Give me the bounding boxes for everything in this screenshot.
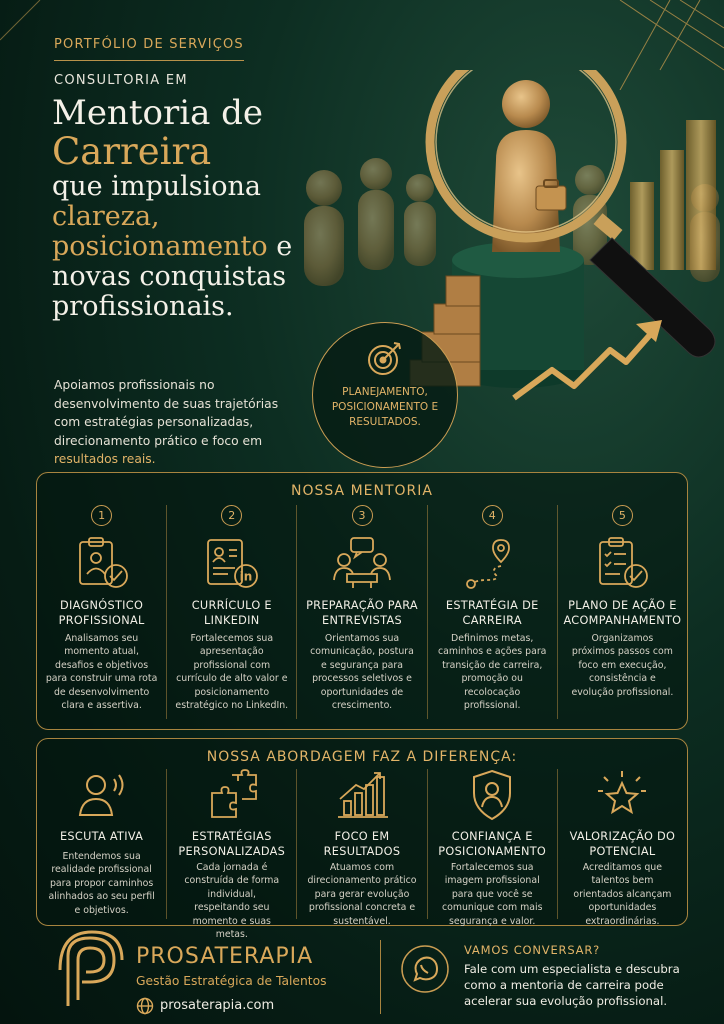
item-desc: Acreditamos que talentos bem orientados alcançam oportunidades extraordinárias. [573, 862, 672, 927]
brand-name: PROSATERAPIA [136, 944, 314, 969]
cta-text: Fale com um especialista e descubra como a mentoria de carreira pode acelerar sua evolução profissional. [464, 962, 680, 1008]
mentoria-title: NOSSA MENTORIA [291, 483, 433, 499]
step-number: 3 [352, 505, 373, 526]
item-desc: Fortalecemos sua apresentação profissional com currículo de alto valor e posicionamento estratégico no LinkedIn. [175, 633, 289, 712]
interview-icon [331, 534, 393, 592]
mentoria-item-curriculo [166, 505, 296, 719]
abordagem-item-confianca [427, 769, 557, 927]
mentoria-columns [37, 505, 687, 719]
item-title: CURRÍCULO E LINKEDIN [191, 599, 272, 627]
title-line-2: Carreira [52, 130, 212, 173]
intro-text: Apoiamos profissionais no desenvolvimento de suas trajetórias com estratégias personalizadas, direcionamento prático e foco em [54, 378, 279, 448]
growth-chart-icon [332, 769, 392, 821]
title-line-3: que impulsiona [52, 171, 262, 202]
title-line-1: Mentoria de [52, 93, 264, 133]
mentoria-item-diagnostico [37, 505, 166, 719]
item-desc: Definimos metas, caminhos e ações para transição de carreira, promoção ou recolocação profissional. [437, 633, 547, 712]
mentoria-item-plano [557, 505, 687, 719]
item-title: FOCO EM RESULTADOS [323, 830, 401, 858]
item-title: CONFIANÇA E POSICIONAMENTO [438, 830, 547, 858]
title-line-5-gold: posicionamento [52, 231, 268, 262]
website-link[interactable]: prosaterapia.com [160, 998, 275, 1013]
badge-text: PLANEJAMENTO, POSICIONAMENTO E RESULTADOS. [331, 386, 439, 428]
star-icon [592, 769, 652, 821]
mentoria-item-entrevistas [296, 505, 426, 719]
decorative-lines-left [0, 0, 60, 60]
target-icon [364, 337, 406, 379]
abordagem-panel [36, 738, 688, 941]
footer-divider [380, 940, 381, 1014]
mentoria-panel [36, 472, 688, 730]
brand-tagline: Gestão Estratégica de Talentos [136, 974, 327, 988]
step-number: 2 [221, 505, 242, 526]
route-pin-icon [461, 534, 523, 592]
clipboard-check-icon [72, 534, 132, 592]
item-title: ESCUTA ATIVA [59, 830, 144, 843]
item-title: ESTRATÉGIA DE CARREIRA [445, 599, 539, 627]
item-desc: Organizamos próximos passos com foco em execução, consistência e evolução profissional. [571, 633, 674, 698]
item-title: ESTRATÉGIAS PERSONALIZADAS [178, 830, 286, 858]
title-line-6: novas conquistas [52, 261, 287, 292]
item-desc: Entendemos sua realidade profissional para propor caminhos alinhados ao seu perfil e objetivos. [48, 851, 155, 916]
action-plan-icon [592, 534, 652, 592]
whatsapp-icon[interactable] [400, 944, 450, 994]
title-line-4: clareza, [52, 201, 160, 232]
abordagem-columns [37, 769, 687, 941]
item-title: DIAGNÓSTICO PROFISSIONAL [58, 599, 145, 627]
kicker-divider [54, 60, 244, 61]
abordagem-title: NOSSA ABORDAGEM FAZ A DIFERENÇA: [206, 749, 518, 765]
step-number: 5 [612, 505, 633, 526]
intro-paragraph [54, 376, 304, 469]
abordagem-item-foco [296, 769, 426, 927]
item-desc: Cada jornada é construída de forma individual, respeitando seu momento e suas metas. [184, 862, 280, 941]
item-desc: Orientamos sua comunicação, postura e segurança para processos seletivos e oportunidades de crescimento. [310, 633, 414, 712]
globe-icon [136, 997, 154, 1015]
abordagem-item-estrategias [166, 769, 296, 941]
svg-text:in: in [239, 569, 253, 584]
cta-title: VAMOS CONVERSAR? [464, 943, 601, 957]
item-title: VALORIZAÇÃO DO POTENCIAL [569, 830, 676, 858]
title-line-5-white: e [267, 231, 293, 262]
puzzle-icon [202, 769, 262, 821]
planning-badge [312, 322, 458, 468]
item-desc: Fortalecemos sua imagem profissional para que você se comunique com mais segurança e valor. [441, 862, 543, 927]
title-line-7: profissionais. [52, 291, 234, 322]
abordagem-item-valorizacao [557, 769, 687, 927]
brand-logo [56, 930, 126, 1010]
pre-title: CONSULTORIA EM [54, 73, 188, 88]
intro-highlight: resultados reais. [54, 452, 156, 466]
step-number: 4 [482, 505, 503, 526]
listening-icon [72, 769, 132, 821]
item-title: PREPARAÇÃO PARA ENTREVISTAS [306, 599, 418, 627]
kicker-label: PORTFÓLIO DE SERVIÇOS [54, 37, 244, 52]
mentoria-item-estrategia [427, 505, 557, 719]
item-desc: Analisamos seu momento atual, desafios e objetivos para construir uma rota de desenvolvimento clara e assertiva. [45, 633, 158, 712]
abordagem-item-escuta [37, 769, 166, 919]
resume-linkedin-icon [202, 534, 262, 592]
step-number: 1 [91, 505, 112, 526]
item-title: PLANO DE AÇÃO E ACOMPANHAMENTO [563, 599, 682, 627]
item-desc: Atuamos com direcionamento prático para gerar evolução profissional concreta e sustentável. [307, 862, 417, 927]
shield-person-icon [462, 769, 522, 821]
